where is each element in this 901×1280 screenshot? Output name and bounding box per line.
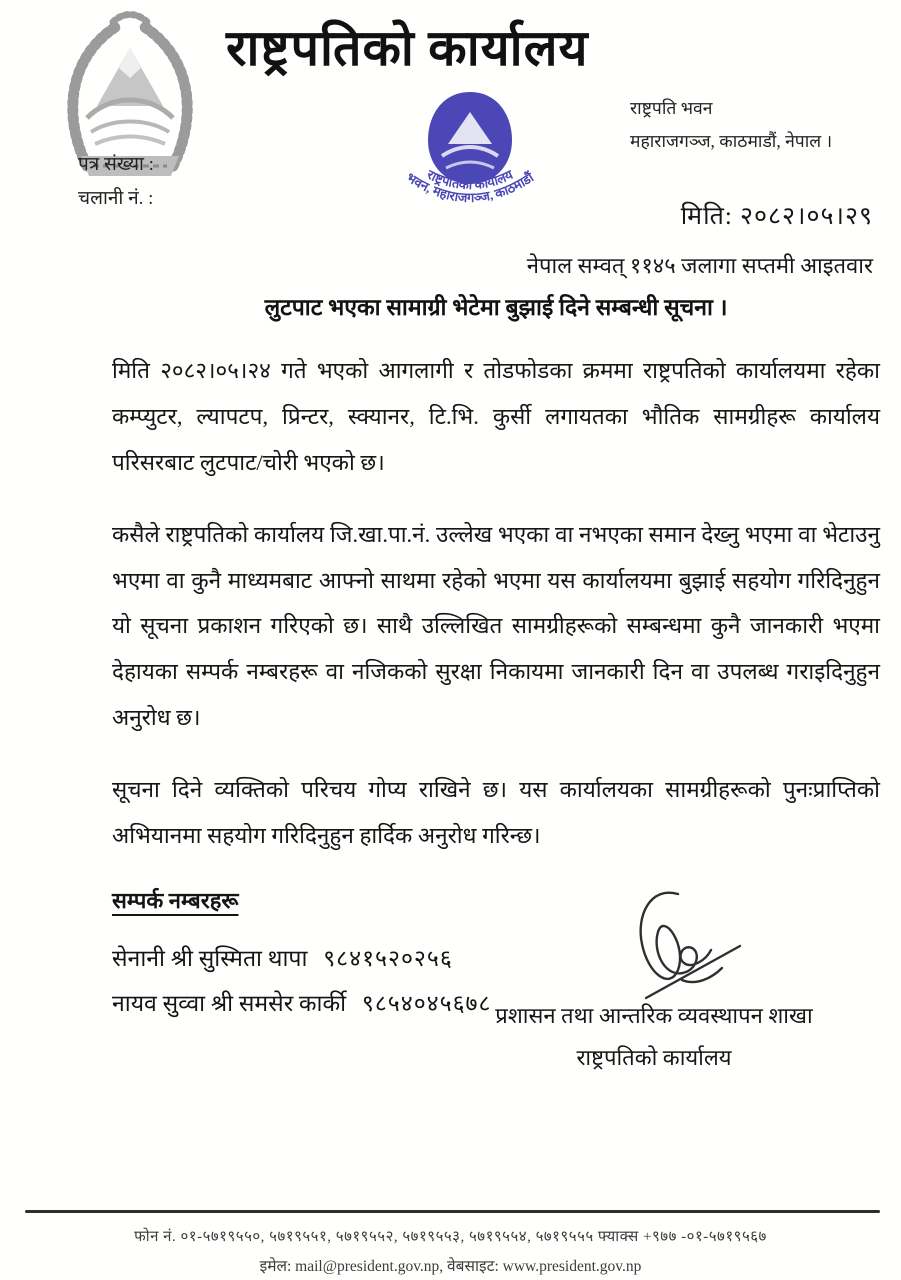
- subject-line: लुटपाट भएका सामाग्री भेटेमा बुझाई दिने सम्बन्धी सूचना ।: [264, 295, 728, 320]
- body-paragraph-3: सूचना दिने व्यक्तिको परिचय गोप्य राखिने छ। यस कार्यालयका सामग्रीहरूको पुनःप्राप्तिको अभियानमा सहयोग गरिदिनुहुन हार्दिक अनुरोध गरिन्छ।: [112, 777, 880, 849]
- address-line-2: महाराजगञ्ज, काठमाडौं, नेपाल ।: [630, 131, 833, 152]
- nepal-sambat-date: नेपाल सम्वत् ११४५ जलागा सप्तमी आइतवार: [526, 253, 873, 278]
- letter-number-label: पत्र संख्या :: [78, 154, 154, 175]
- body-paragraph-1: मिति २०८२।०५।२४ गते भएको आगलागी र तोडफोडका क्रममा राष्ट्रपतिको कार्यालयमा रहेका कम्प्युटर, ल्यापटप, प्रिन्टर, स्क्यानर, टि.भि. कुर्सी लगायतका भौतिक सामग्रीहरू कार्यालय परिसरबाट लुटपाट/चोरी भएको छ।: [112, 358, 880, 475]
- address-line-1: राष्ट्रपति भवन: [630, 98, 713, 118]
- reference-numbers: [78, 148, 154, 216]
- contact-numbers-heading: सम्पर्क नम्बरहरू: [112, 887, 239, 913]
- letter-body: [112, 290, 880, 1027]
- office-address: [630, 92, 832, 159]
- seal-text-outer: भवन, महाराजगञ्ज, काठमाडौं: [403, 169, 537, 206]
- dispatch-number-label: चलानी नं. :: [78, 188, 154, 210]
- signoff-branch: प्रशासन तथा आन्तरिक व्यवस्थापन शाखा: [495, 1003, 813, 1028]
- footer-email-line: इमेल: mail@president.gov.np, वेबसाइट: www.president.gov.np: [259, 1258, 642, 1275]
- signoff-block: [459, 995, 849, 1079]
- contact-phone: ९८५४०४५६७८: [361, 990, 492, 1016]
- contact-name: सेनानी श्री सुस्मिता थापा: [112, 945, 308, 971]
- footer-phone-line: फोन नं. ०१-५७१९५५०, ५७१९५५१, ५७१९५५२, ५७१९५५३, ५७१९५५४, ५७१९५५५ फ्याक्स +९७७ -०१-५७१९५६७: [134, 1229, 767, 1245]
- signoff-office: राष्ट्रपतिको कार्यालय: [576, 1044, 732, 1070]
- footer-divider: [25, 1210, 880, 1213]
- handwritten-signature: [612, 882, 762, 1007]
- contact-name: नायव सुव्वा श्री समसेर कार्की: [112, 990, 347, 1016]
- seal-text-inner: राष्ट्रपतिको कार्यालय: [424, 166, 516, 193]
- blue-office-seal-stamp: [370, 86, 570, 226]
- body-paragraph-2: कसैले राष्ट्रपतिको कार्यालय जि.खा.पा.नं. उल्लेख भएका वा नभएका समान देख्नु भएमा वा भेटाउनु भएमा वा कुनै माध्यमबाट आफ्नो साथमा रहेको भएमा यस कार्यालयमा बुझाई सहयोग गरिदिनुहुन यो सूचना प्रकाशन गरिएको छ। साथै उल्लिखित सामग्रीहरूको सम्बन्धमा कुनै जानकारी भएमा देहायका सम्पर्क नम्बरहरू वा नजिकको सुरक्षा निकायमा जानकारी दिन वा उपलब्ध गराइदिनुहुन अनुरोध छ।: [112, 521, 880, 731]
- contact-phone: ९८४१५२०२५६: [323, 945, 453, 971]
- letter-date: मिति: २०८२।०५।२९: [680, 203, 873, 230]
- contact-entry: [112, 937, 880, 982]
- office-title: राष्ट्रपतिको कार्यालय: [226, 20, 589, 76]
